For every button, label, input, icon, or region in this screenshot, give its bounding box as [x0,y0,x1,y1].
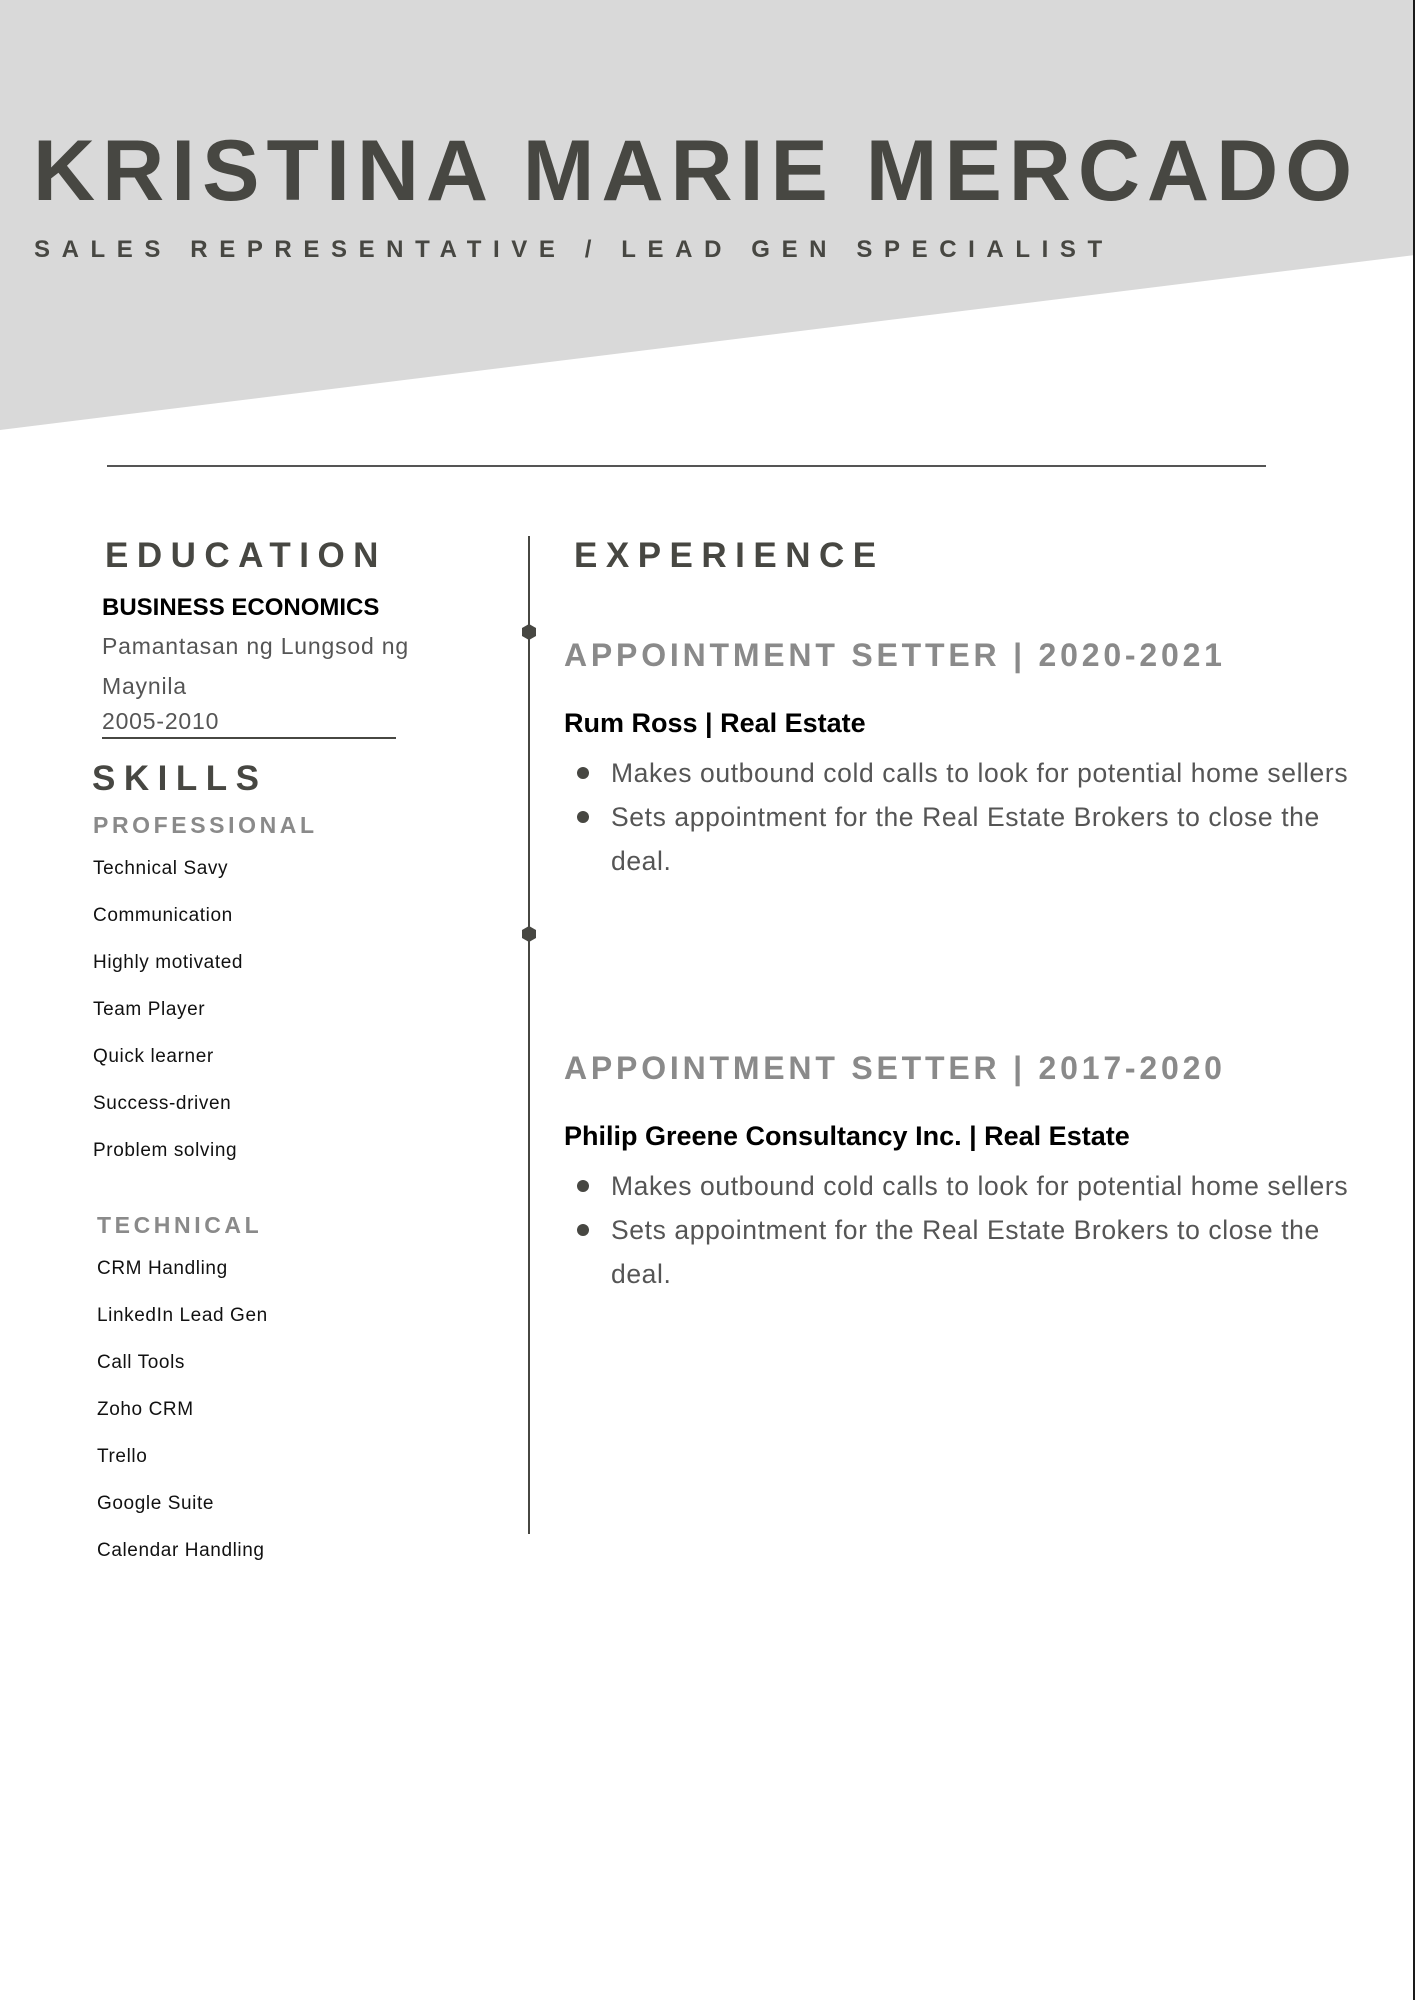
job-company: Philip Greene Consultancy Inc. | Real Estate [564,1121,1130,1151]
job-company: Rum Ross | Real Estate [564,708,866,738]
skill-item: Call Tools [97,1352,186,1373]
bullet-dot-icon [577,811,589,823]
bullet-dot-icon [577,767,589,779]
skill-item: Highly motivated [93,952,244,973]
education-heading: EDUCATION [105,536,387,575]
timeline-line [528,536,530,1534]
skill-item: Calendar Handling [97,1540,265,1561]
bullet-dot-icon [577,1180,589,1192]
header-divider [107,465,1266,467]
skill-item: Technical Savy [93,858,229,879]
candidate-role: SALES REPRESENTATIVE / LEAD GEN SPECIALIST [34,236,1114,263]
job-title: APPOINTMENT SETTER | 2020-2021 [564,637,1226,673]
skill-item: Quick learner [93,1046,214,1067]
skill-item: Problem solving [93,1140,238,1161]
education-school: Pamantasan ng Lungsod ng Maynila [102,633,409,699]
skill-item: LinkedIn Lead Gen [97,1305,268,1326]
skill-item: Zoho CRM [97,1399,194,1420]
job-title: APPOINTMENT SETTER | 2017-2020 [564,1050,1226,1086]
timeline-marker-icon [522,926,536,942]
job-entry [564,1052,1404,1296]
education-years: 2005-2010 [102,708,220,734]
job-bullet [564,795,1384,883]
job-bullet [564,751,1384,795]
technical-skills-list [97,1259,268,1588]
timeline-marker-icon [522,624,536,640]
skills-heading: SKILLS [92,759,268,798]
skill-item: Communication [93,905,233,926]
skill-item: CRM Handling [97,1258,228,1279]
skill-item: Google Suite [97,1493,215,1514]
professional-skills-heading: PROFESSIONAL [93,812,318,838]
job-bullets [564,1164,1404,1296]
bullet-dot-icon [577,1224,589,1236]
skill-item: Team Player [93,999,206,1020]
education-divider [102,737,396,739]
job-bullets [564,751,1404,883]
job-bullet-text: Makes outbound cold calls to look for potential home sellers [611,758,1349,788]
skill-item: Success-driven [93,1093,232,1114]
header-background-shape [0,0,1415,440]
education-degree: BUSINESS ECONOMICS [102,594,380,621]
job-entry [564,639,1404,883]
professional-skills-list [93,859,243,1188]
job-bullet-text: Makes outbound cold calls to look for potential home sellers [611,1171,1349,1201]
experience-heading: EXPERIENCE [574,536,885,575]
skill-item: Trello [97,1446,148,1467]
candidate-name: KRISTINA MARIE MERCADO [33,123,1360,219]
technical-skills-heading: TECHNICAL [97,1212,263,1238]
job-bullet [564,1208,1384,1296]
job-bullet [564,1164,1384,1208]
job-bullet-text: Sets appointment for the Real Estate Brokers to close the deal. [611,1215,1320,1289]
job-bullet-text: Sets appointment for the Real Estate Brokers to close the deal. [611,802,1320,876]
